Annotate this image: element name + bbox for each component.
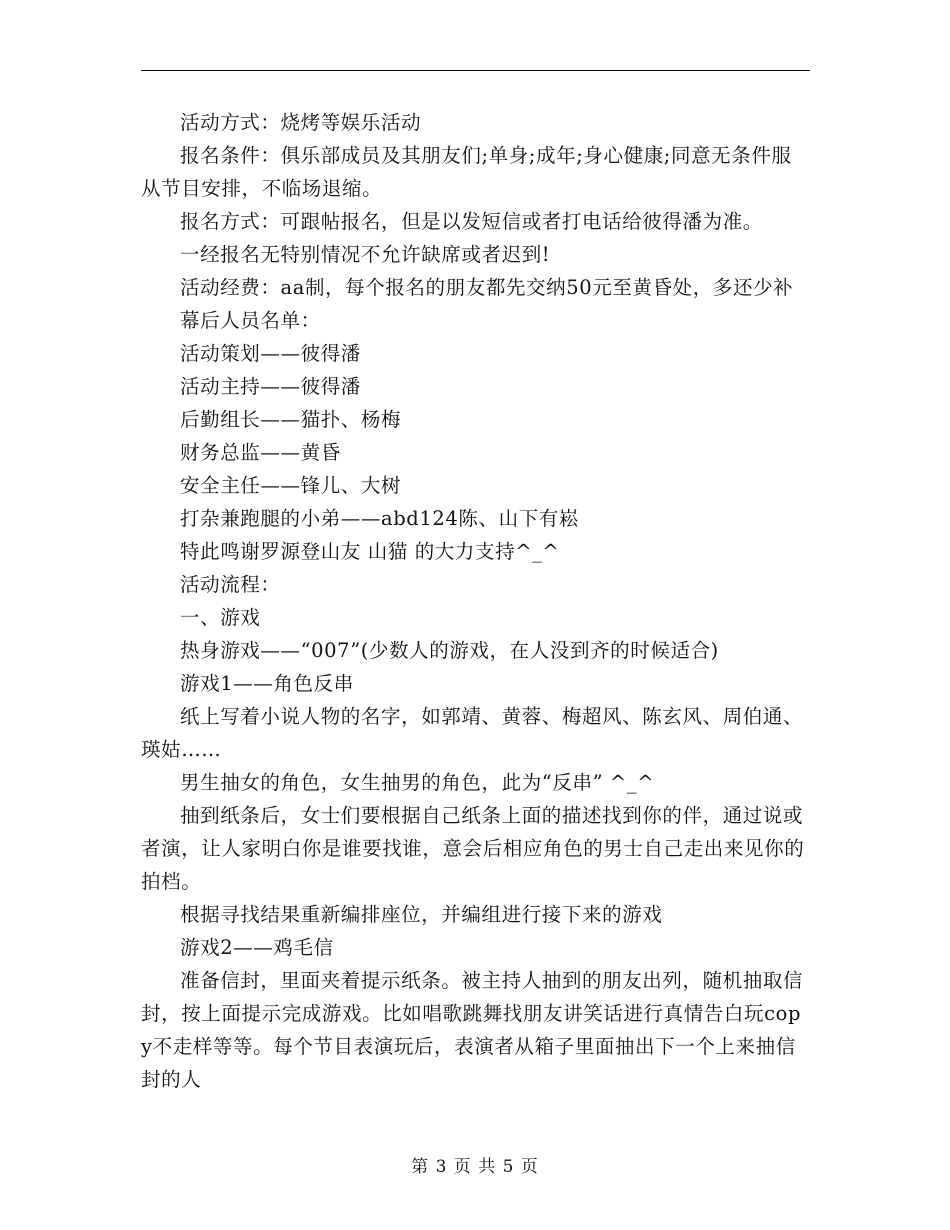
- paragraph: 抽到纸条后，女士们要根据自己纸条上面的描述找到你的伴，通过说或者演，让人家明白你是谁要找谁，意会后相应角色的男士自己走出来见你的拍档。: [141, 804, 805, 893]
- paragraph: 财务总监——黄昏: [180, 441, 341, 464]
- paragraph: 活动策划——彼得潘: [180, 342, 361, 365]
- paragraph: 活动经费：aa制，每个报名的朋友都先交纳50元至黄昏处，多还少补: [180, 276, 794, 299]
- paragraph: 打杂兼跑腿的小弟——abd124陈、山下有崧: [180, 507, 580, 530]
- document-body: [141, 106, 810, 1096]
- paragraph: 一经报名无特别情况不允许缺席或者迟到!: [180, 243, 551, 266]
- paragraph: 一、游戏: [180, 606, 261, 629]
- paragraph: 准备信封，里面夹着提示纸条。被主持人抽到的朋友出列，随机抽取信封，按上面提示完成游戏。比如唱歌跳舞找朋友讲笑话进行真情告白玩copy不走样等等。每个节目表演玩后，表演者从箱子里面抽出下一个上来抽信封的人: [141, 969, 804, 1091]
- paragraph: 游戏2——鸡毛信: [180, 936, 334, 959]
- paragraph: 安全主任——锋儿、大树: [180, 474, 402, 497]
- paragraph: 纸上写着小说人物的名字，如郭靖、黄蓉、梅超风、陈玄风、周伯通、瑛姑……: [141, 705, 804, 761]
- paragraph: 幕后人员名单：: [180, 309, 321, 332]
- page-number-footer: 第 3 页 共 5 页: [411, 1157, 539, 1177]
- paragraph: 报名条件：俱乐部成员及其朋友们;单身;成年;身心健康;同意无条件服从节目安排，不临场退缩。: [141, 144, 792, 200]
- paragraph: 特此鸣谢罗源登山友 山猫 的大力支持^_^: [180, 540, 560, 563]
- paragraph: 后勤组长——猫扑、杨梅: [180, 408, 402, 431]
- paragraph: 游戏1——角色反串: [180, 672, 354, 695]
- paragraph: 热身游戏——“007”(少数人的游戏，在人没到齐的时候适合): [180, 639, 719, 662]
- paragraph: 男生抽女的角色，女生抽男的角色，此为“反串” ^_^: [180, 771, 655, 794]
- paragraph: 报名方式：可跟帖报名，但是以发短信或者打电话给彼得潘为准。: [180, 210, 763, 233]
- paragraph: 活动主持——彼得潘: [180, 375, 361, 398]
- paragraph: 根据寻找结果重新编排座位，并编组进行接下来的游戏: [180, 903, 663, 926]
- paragraph: 活动流程：: [180, 573, 281, 596]
- paragraph: 活动方式：烧烤等娱乐活动: [180, 111, 422, 134]
- header-rule: [141, 70, 810, 71]
